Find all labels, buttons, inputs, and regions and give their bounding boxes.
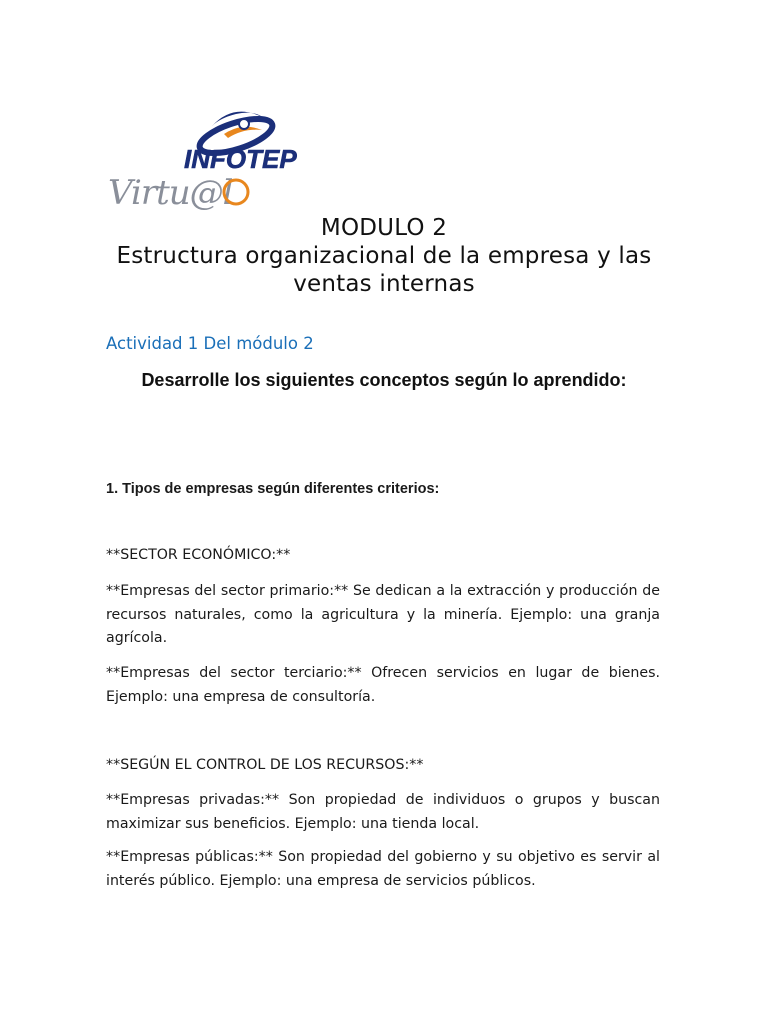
- title-line-1: Estructura organizacional de la empresa y las: [116, 243, 652, 269]
- instruction-heading: Desarrolle los siguientes conceptos según lo aprendido:: [141, 370, 627, 390]
- group-label-sector: **SECTOR ECONÓMICO:**: [106, 547, 291, 563]
- logo-brand-text: INFOTEP: [184, 144, 297, 174]
- paragraph-sector-primario: **Empresas del sector primario:** Se dedican a la extracción y producción de recursos naturales, como la agricultura y la minería. Ejemplo: una granja agrícola.: [106, 583, 660, 646]
- logo-script-text: Virtu@l: [108, 173, 233, 213]
- group-label-control: **SEGÚN EL CONTROL DE LOS RECURSOS:**: [106, 757, 424, 773]
- paragraph-sector-terciario: **Empresas del sector terciario:** Ofrecen servicios en lugar de bienes. Ejemplo: una empresa de consultoría.: [106, 665, 660, 705]
- section-heading: 1. Tipos de empresas según diferentes criterios:: [106, 481, 440, 497]
- infotep-virtual-logo: [104, 104, 297, 218]
- paragraph-empresas-privadas: **Empresas privadas:** Son propiedad de individuos o grupos y buscan maximizar sus beneficios. Ejemplo: una tienda local.: [106, 792, 660, 832]
- activity-label: Actividad 1 Del módulo 2: [106, 334, 314, 353]
- paragraph-empresas-publicas: **Empresas públicas:** Son propiedad del gobierno y su objetivo es servir al interés público. Ejemplo: una empresa de servicios públicos.: [106, 849, 660, 889]
- title-line-2: ventas internas: [293, 271, 475, 297]
- module-heading: MODULO 2: [320, 215, 448, 241]
- document-title: [80, 214, 688, 298]
